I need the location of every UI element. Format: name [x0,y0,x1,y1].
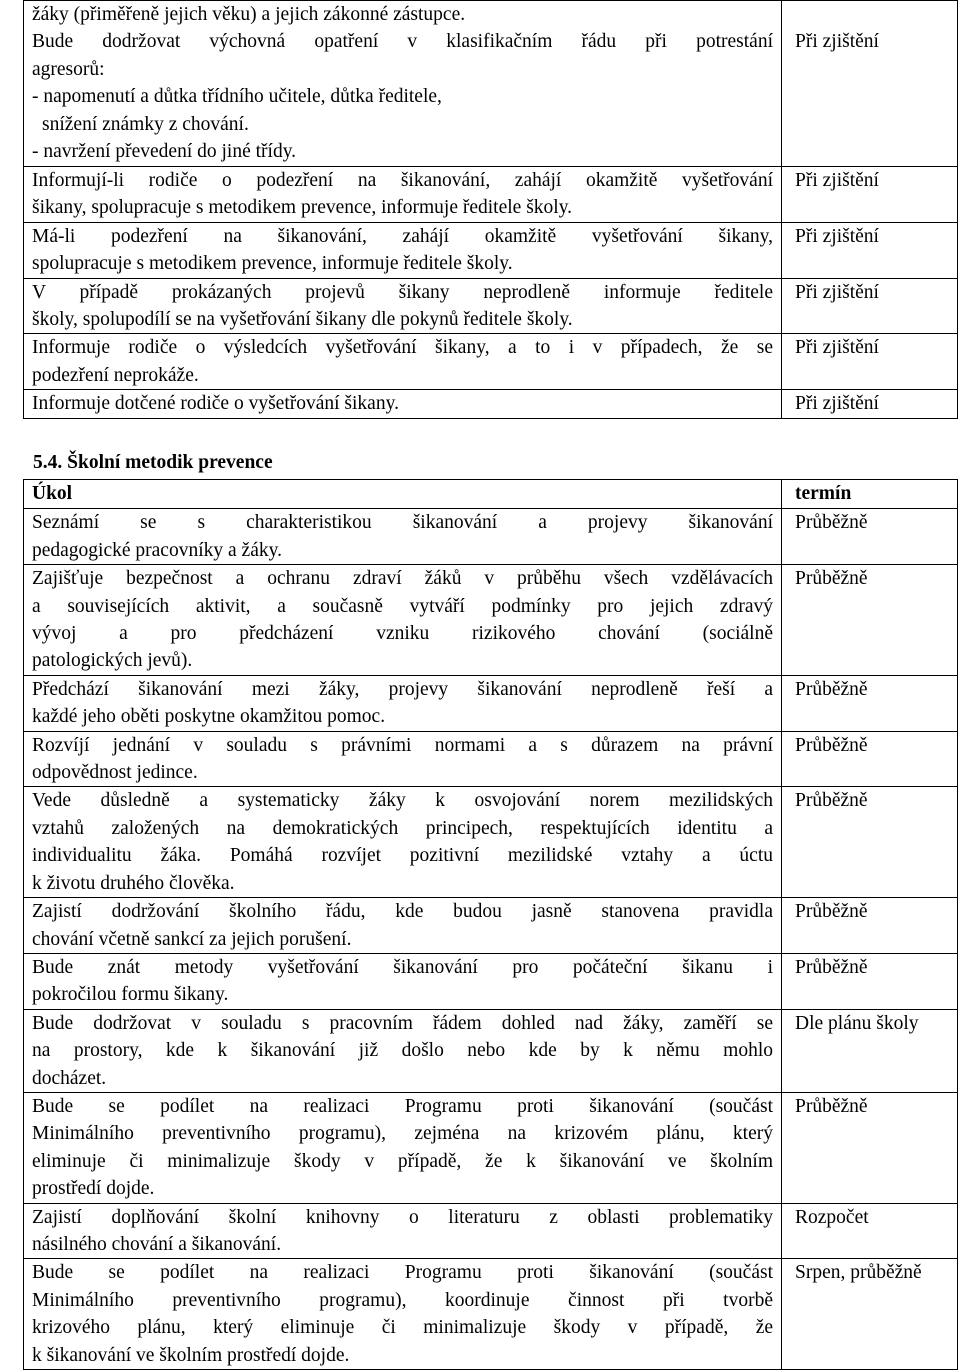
task-cell [24,390,782,418]
task-line: šikany, spolupracuje s metodikem prevence, informuje ředitele školy. [32,197,573,219]
term-cell [782,953,958,1009]
task-cell [24,1092,782,1203]
term-text: Při zjištění [795,337,879,359]
term-cell [782,1203,958,1259]
term-text: Průběžně [795,956,868,978]
task-line: Minimálního preventivního programu), zejména na krizovém plánu, který [32,1123,773,1145]
task-line: prostředí dojde. [32,1178,155,1200]
task-cell [24,1,782,167]
task-line: Má-li podezření na šikanování, zahájí okamžitě vyšetřování šikany, [32,225,773,247]
table-row [24,1203,958,1259]
task-cell [24,898,782,954]
task-line: k šikanování ve školním prostředí dojde. [32,1344,350,1366]
task-line: odpovědnost jedince. [32,762,198,784]
task-line: vývoj a pro předcházení vzniku rizikového chování (sociálně [32,623,773,645]
task-cell [24,1203,782,1259]
table-row [24,898,958,954]
table-header-row [24,480,958,509]
table-row [24,675,958,731]
term-cell [782,1,958,167]
task-line: eliminuje či minimalizuje škody v případě, že k šikanování ve školním [32,1150,773,1172]
task-cell [24,1009,782,1092]
task-line: každé jeho oběti poskytne okamžitou pomoc. [32,706,386,728]
task-line: násilného chování a šikanování. [32,1233,282,1255]
term-cell [782,1259,958,1370]
task-line: patologických jevů). [32,650,193,672]
table-row [24,1009,958,1092]
term-cell [782,1009,958,1092]
task-line: snížení známky z chování. [42,113,249,135]
term-text: Při zjištění [795,393,879,415]
term-text: Při zjištění [795,225,879,247]
task-line: - navržení převedení do jiné třídy. [32,141,297,163]
table-row [24,731,958,787]
term-text: Průběžně [795,678,868,700]
task-line: Informuje rodiče o výsledcích vyšetřování šikany, a to i v případech, že se [32,337,773,359]
task-cell [24,787,782,898]
term-cell [782,222,958,278]
table-row [24,1259,958,1370]
term-text: Průběžně [795,568,868,590]
task-cell [24,565,782,676]
task-cell [24,675,782,731]
term-text: Průběžně [795,734,868,756]
table-row [24,1,958,167]
task-cell [24,509,782,565]
term-text: Při zjištění [795,170,879,191]
table-row [24,787,958,898]
task-line: krizového plánu, který eliminuje či minimalizuje škody v případě, že [32,1317,773,1339]
task-cell [24,278,782,334]
term-text: Průběžně [795,790,868,812]
task-line: pedagogické pracovníky a žáky. [32,539,282,561]
task-line: podezření neprokáže. [32,364,199,386]
task-line: V případě prokázaných projevů šikany neprodleně informuje ředitele [32,281,773,303]
task-line: Rozvíjí jednání v souladu s právními normami a s důrazem na právní [32,734,773,756]
task-line: vztahů založených na demokratických principech, respektujících identitu a [32,817,773,839]
term-cell [782,675,958,731]
header-task: Úkol [24,480,782,509]
term-cell [782,509,958,565]
task-line: docházet. [32,1067,107,1089]
task-line: Bude dodržovat výchovná opatření v klasifikačním řádu při potrestání [32,31,773,53]
table-row [24,334,958,390]
term-text: Dle plánu školy [795,1012,919,1034]
table-row [24,565,958,676]
table-row [24,953,958,1009]
task-line: Vede důsledně a systematicky žáky k osvojování norem mezilidských [32,790,773,812]
term-cell [782,731,958,787]
task-line: Zajistí dodržování školního řádu, kde budou jasně stanovena pravidla [32,901,773,923]
task-cell [24,222,782,278]
task-line: na prostory, kde k šikanování již došlo nebo kde by k němu mohlo [32,1040,773,1062]
task-line: Bude se podílet na realizaci Programu proti šikanování (součást [32,1095,773,1117]
task-line: Zajistí doplňování školní knihovny o literaturu z oblasti problematiky [32,1206,773,1228]
task-line: Informuje dotčené rodiče o vyšetřování šikany. [32,393,399,415]
table-row [24,167,958,223]
term-cell [782,565,958,676]
term-text: Při zjištění [795,281,879,303]
task-line: - napomenutí a důtka třídního učitele, důtka ředitele, [32,86,442,108]
task-cell [24,731,782,787]
term-spacer [795,1,949,28]
term-text: Průběžně [795,1095,868,1117]
term-text: Při zjištění [795,31,879,53]
table-row [24,509,958,565]
header-term: termín [782,480,958,509]
term-text: Průběžně [795,901,868,923]
task-cell [24,167,782,223]
task-line: k životu druhého člověka. [32,872,235,894]
task-line: spolupracuje s metodikem prevence, informuje ředitele školy. [32,253,513,275]
task-cell [24,953,782,1009]
term-cell [782,278,958,334]
task-line: Seznámí se s charakteristikou šikanování a projevy šikanování [32,512,773,534]
term-text: Srpen, průběžně [795,1262,922,1284]
term-text: Rozpočet [795,1206,869,1228]
task-line: Informují-li rodiče o podezření na šikanování, zahájí okamžitě vyšetřování [32,170,773,191]
school-prevention-methodist-table [23,479,958,1370]
task-line: pokročilou formu šikany. [32,984,229,1006]
task-line: Bude dodržovat v souladu s pracovním řádem dohled nad žáky, zaměří se [32,1012,773,1034]
task-line: chování včetně sankcí za jejich porušení. [32,928,352,950]
term-text: Průběžně [795,512,868,534]
task-line: Minimálního preventivního programu), koordinuje činnost při tvorbě [32,1289,773,1311]
task-line: Bude se podílet na realizaci Programu proti šikanování (součást [32,1262,773,1284]
task-line: a souvisejících aktivit, a současně vytváří podmínky pro jejich zdravý [32,595,773,617]
table-row [24,222,958,278]
task-line: žáky (přiměřeně jejich věku) a jejich zákonné zástupce. [32,4,466,25]
task-line: školy, spolupodílí se na vyšetřování šikany dle pokynů ředitele školy. [32,309,573,331]
task-line: Zajišťuje bezpečnost a ochranu zdraví žáků v průběhu všech vzdělávacích [32,568,773,590]
responsibilities-table-continued [23,0,958,419]
task-cell [24,1259,782,1370]
term-cell [782,1092,958,1203]
table-row [24,1092,958,1203]
term-cell [782,898,958,954]
term-cell [782,334,958,390]
task-line: Bude znát metody vyšetřování šikanování pro počáteční šikanu i [32,956,773,978]
table-row [24,278,958,334]
task-line: individualitu žáka. Pomáhá rozvíjet pozitivní mezilidské vztahy a úctu [32,845,773,867]
task-cell [24,334,782,390]
table-row [24,390,958,418]
task-line: agresorů: [32,58,105,80]
term-cell [782,787,958,898]
term-cell [782,167,958,223]
section-heading: 5.4. Školní metodik prevence [33,452,273,473]
task-line: Předchází šikanování mezi žáky, projevy šikanování neprodleně řeší a [32,678,773,700]
term-cell [782,390,958,418]
